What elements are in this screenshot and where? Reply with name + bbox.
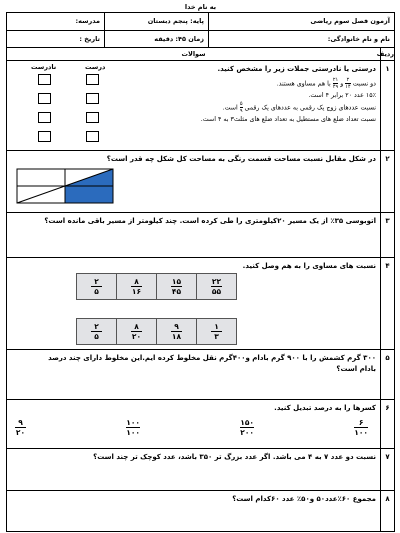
question-6-body xyxy=(7,400,380,448)
question-5-text-line-1: ۳۰۰ گرم کشمش را با ۹۰۰ گرم بادام و۴۰۰گرم نقل مخلوط کرده ایم.این مخلوط دارای چند درصد xyxy=(48,354,376,362)
denominator: ۴۹ xyxy=(332,84,339,90)
question-4-text: نسبت های مساوی را به هم وصل کنید. xyxy=(242,262,376,270)
numerator: ۲۱ xyxy=(332,77,339,83)
question-8-text: مجموع ۶۰٪عدد۵۰ و۵۰٪ عدد ۶۰کدام است؟ xyxy=(232,495,376,503)
question-number: ۴ xyxy=(380,258,394,349)
numerator: ۱۵ xyxy=(171,277,182,286)
question-number: ۸ xyxy=(380,491,394,531)
numerator: ۶ xyxy=(358,418,364,427)
fraction-item xyxy=(240,418,254,437)
question-4 xyxy=(6,258,395,350)
school-label: مدرسه: xyxy=(7,13,104,31)
denominator: ۲۰ xyxy=(15,428,26,437)
question-3-body xyxy=(7,213,380,257)
question-5 xyxy=(6,350,395,400)
question-3-text: اتوبوسی ۳۵٪ از یک مسیر ۲۰کیلومتری را طی کرده است. چند کیلومتر از مسیر باقی مانده است؟ xyxy=(44,217,376,225)
denominator: ۱۰۰ xyxy=(354,428,368,437)
numerator: ۹ xyxy=(174,322,179,331)
student-name-label: نام و نام خانوادگی: xyxy=(327,34,390,43)
question-3 xyxy=(6,213,395,258)
question-number: ۲ xyxy=(380,151,394,212)
numerator: ۲ xyxy=(346,77,350,83)
header-grade-column xyxy=(104,13,208,47)
denominator: ۱۰۰ xyxy=(126,428,140,437)
numerator: ۹ xyxy=(18,418,23,427)
numerator: ۲۲ xyxy=(211,277,222,286)
ratio-cell[interactable] xyxy=(157,319,197,345)
statement-1-end: با هم مساوی هستند. xyxy=(276,80,331,88)
exam-title: آزمون فصل سوم ریاضی xyxy=(209,13,394,31)
denominator: ۵۵ xyxy=(211,287,222,296)
shaded-rectangle-figure xyxy=(16,168,114,204)
denominator: ۱۶ xyxy=(131,287,142,296)
denominator: ۱۸ xyxy=(171,332,182,341)
numerator: ۸ xyxy=(134,277,139,286)
question-4-body xyxy=(7,258,380,349)
denominator: ۲۰۰ xyxy=(240,428,254,437)
numerator: ۱ xyxy=(214,322,219,331)
fraction-item xyxy=(126,418,140,437)
header-school-column xyxy=(7,13,104,47)
question-1-text: درستی یا نادرستی جملات زیر را مشخص کنید. xyxy=(217,65,376,73)
denominator: ۳ xyxy=(214,332,219,341)
false-checkbox-4[interactable] xyxy=(38,131,51,142)
denominator: ۱۴ xyxy=(345,84,351,90)
numerator: ۱۵۰ xyxy=(240,418,254,427)
question-number: ۳ xyxy=(380,213,394,257)
statement-1-start: دو نسبت xyxy=(352,80,376,88)
ratio-cell[interactable] xyxy=(117,319,157,345)
question-5-text-line-2: بادام است؟ xyxy=(336,365,376,373)
ratio-cell[interactable] xyxy=(197,274,237,300)
duration-label: زمان ۴۵: دقیقه xyxy=(154,34,204,43)
numerator: ۱۰۰ xyxy=(126,418,140,427)
question-2-body xyxy=(7,151,380,212)
question-2 xyxy=(6,151,395,213)
date-label: تاریخ : xyxy=(79,34,100,43)
question-number: ۵ xyxy=(380,350,394,399)
fraction-5-9 xyxy=(240,101,243,114)
statement-1 xyxy=(11,77,376,90)
questions-title: سوالات xyxy=(181,50,206,58)
shaded-rectangle-bottom xyxy=(65,186,113,203)
exam-header xyxy=(6,12,395,48)
denominator: ۵ xyxy=(94,287,99,296)
false-checkbox-1[interactable] xyxy=(38,74,51,85)
ratio-cell[interactable] xyxy=(197,319,237,345)
true-checkbox-1[interactable] xyxy=(86,74,99,85)
numerator: ۲ xyxy=(94,322,99,331)
statement-3-start: نسبت عددهای زوج یک رقمی به عددهای یک رقمی xyxy=(244,104,376,112)
questions-header xyxy=(6,48,395,61)
fraction-21-49 xyxy=(333,77,338,90)
question-5-body xyxy=(7,350,380,399)
statement-3 xyxy=(11,101,376,114)
ratio-cell[interactable] xyxy=(157,274,197,300)
denominator: ۹ xyxy=(239,108,243,114)
ratio-cell[interactable] xyxy=(77,319,117,345)
numerator: ۲ xyxy=(94,277,99,286)
fraction-item xyxy=(354,418,368,437)
fraction-2-14 xyxy=(345,77,350,90)
question-1 xyxy=(6,61,395,151)
question-8-body xyxy=(7,491,380,531)
basmala: به نام خدا xyxy=(184,3,217,11)
fraction-list xyxy=(11,414,376,437)
false-checkbox-3[interactable] xyxy=(38,112,51,123)
denominator: ۵ xyxy=(94,332,99,341)
question-8 xyxy=(6,491,395,532)
statement-3-end: است. xyxy=(222,104,238,112)
question-6-text: کسرها را به درصد تبدیل کنید. xyxy=(274,404,376,412)
true-checkbox-4[interactable] xyxy=(86,131,99,142)
true-column-header: درست xyxy=(85,63,106,71)
numerator: ۵ xyxy=(239,101,243,107)
fraction-item xyxy=(15,418,26,437)
question-1-body xyxy=(7,61,380,150)
false-column-header: نادرست xyxy=(31,63,57,71)
question-number: ۱ xyxy=(380,61,394,150)
ratio-cell[interactable] xyxy=(77,274,117,300)
header-student-column xyxy=(208,13,394,47)
question-7-text: نسبت دو عدد ۷ به ۴ می باشد. اگر عدد بزرگ تر ۳۵۰ باشد، عدد کوچک تر چند است؟ xyxy=(93,453,376,461)
question-number: ۶ xyxy=(380,400,394,448)
ratio-row-2 xyxy=(76,318,237,345)
ratio-cell[interactable] xyxy=(117,274,157,300)
row-column-label: ردیف xyxy=(376,50,394,58)
statement-4: نسبت تعداد ضلع های مستطیل به تعداد ضلع های مثلث۳ به ۴ است. xyxy=(200,116,376,123)
question-2-text: در شکل مقابل نسبت مساحت قسمت رنگی به مساحت کل شکل چه قدر است؟ xyxy=(106,155,376,163)
question-7 xyxy=(6,449,395,491)
statement-2: ۱۵٪ عدد ۲۰ برابر ۴ است. xyxy=(308,92,376,99)
denominator: ۲۰ xyxy=(131,332,142,341)
true-checkbox-2[interactable] xyxy=(86,93,99,104)
denominator: ۴۵ xyxy=(171,287,182,296)
statement-1-and: و xyxy=(340,80,344,88)
question-7-body xyxy=(7,449,380,490)
question-6 xyxy=(6,400,395,449)
exam-page xyxy=(6,3,395,530)
ratio-row-1 xyxy=(76,273,237,300)
false-checkbox-2[interactable] xyxy=(38,93,51,104)
numerator: ۸ xyxy=(134,322,139,331)
question-number: ۷ xyxy=(380,449,394,490)
grade-label: پایه: پنجم دبستان xyxy=(105,13,208,31)
true-checkbox-3[interactable] xyxy=(86,112,99,123)
